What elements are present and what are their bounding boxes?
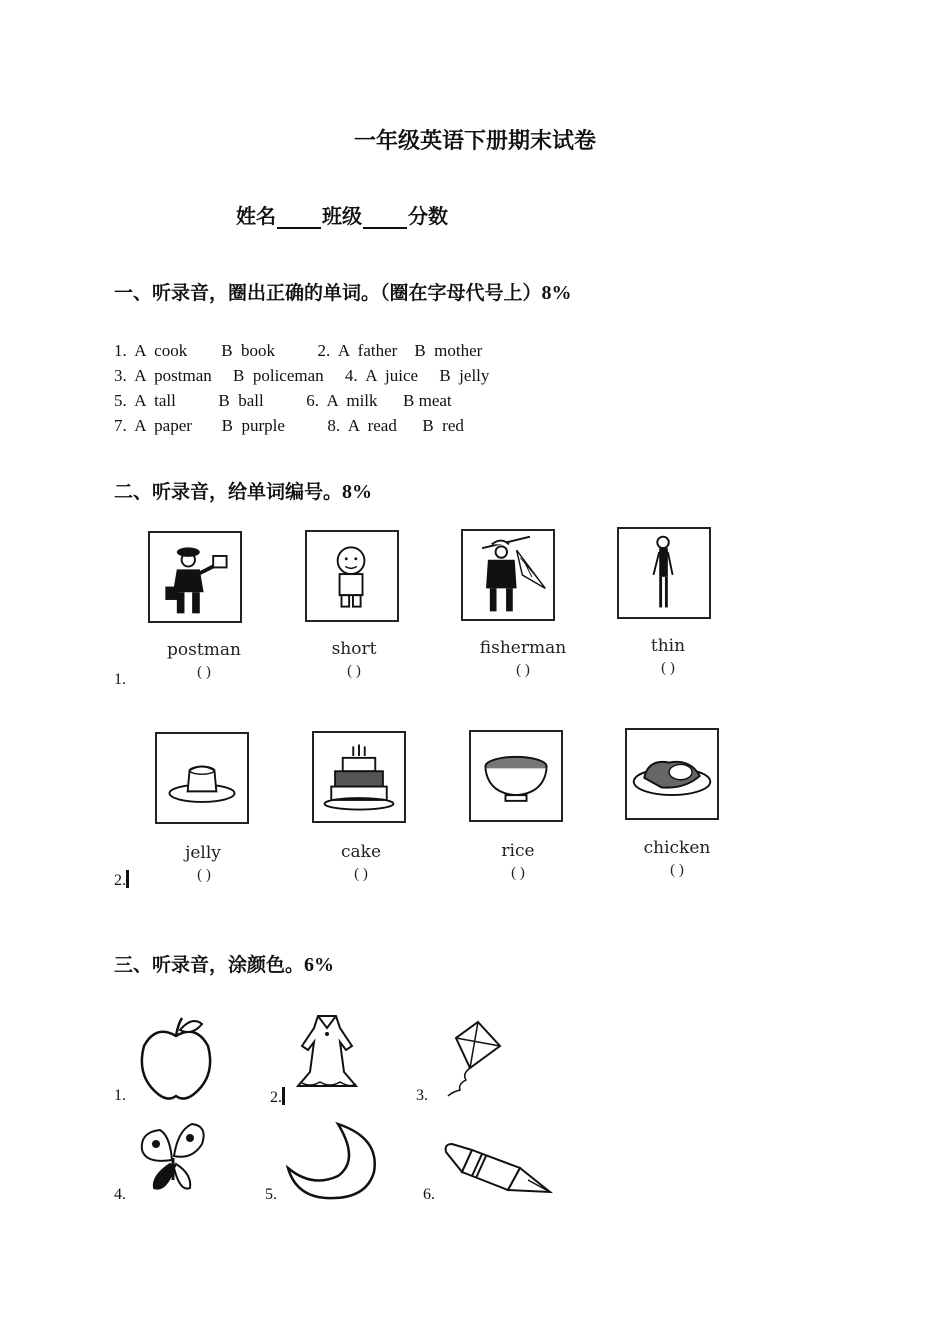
section3-heading-text: 三、听录音，涂颜色。 <box>114 954 305 976</box>
name-label: 姓名 <box>236 204 276 228</box>
short-picture <box>305 530 399 622</box>
word-cake: cake <box>340 842 382 862</box>
word-jelly: jelly <box>185 843 221 863</box>
butterfly-icon <box>136 1120 210 1196</box>
question-line-1: 1. A cook B book 2. A father B mother <box>114 341 483 360</box>
cake-icon <box>314 733 404 821</box>
answer-blank-short[interactable]: ( ) <box>347 663 361 679</box>
answer-blank-chicken[interactable]: ( ) <box>670 862 684 878</box>
thin-man-icon <box>619 529 709 617</box>
moon-icon <box>286 1120 382 1200</box>
word-fisherman: fisherman <box>479 638 567 658</box>
color-item-2-number-text: 2. <box>270 1089 282 1106</box>
answer-blank-jelly[interactable]: ( ) <box>197 867 211 883</box>
name-blank[interactable] <box>277 209 321 229</box>
answer-blank-fisherman[interactable]: ( ) <box>516 662 530 678</box>
question-line-2: 3. A postman B policeman 4. A juice B jelly <box>114 366 490 385</box>
class-blank[interactable] <box>363 209 407 229</box>
row2-number-text: 2. <box>114 872 126 889</box>
section3-heading <box>114 950 334 977</box>
section1-heading <box>114 278 572 305</box>
word-short: short <box>331 639 377 659</box>
apple-icon <box>136 1016 216 1102</box>
text-cursor <box>126 870 129 888</box>
dress-icon <box>290 1012 364 1092</box>
text-cursor-2 <box>282 1087 285 1105</box>
chicken-picture <box>625 728 719 820</box>
kite-picture <box>440 1018 504 1098</box>
jelly-picture <box>155 732 249 824</box>
row2-number <box>114 870 129 890</box>
word-postman: postman <box>167 640 241 660</box>
word-thin: thin <box>650 636 686 656</box>
pen-icon <box>442 1138 554 1202</box>
section1-heading-text: 一、听录音，圈出正确的单词。（圈在字母代号上） <box>114 282 542 304</box>
row1-number: 1. <box>114 671 126 688</box>
moon-picture <box>286 1120 382 1200</box>
short-boy-icon <box>307 532 397 620</box>
answer-blank-thin[interactable]: ( ) <box>661 660 675 676</box>
color-item-5-number: 5. <box>265 1186 277 1203</box>
color-item-2-number <box>270 1087 285 1107</box>
question-line-3: 5. A tall B ball 6. A milk B meat <box>114 391 452 410</box>
color-item-4-number: 4. <box>114 1186 126 1203</box>
apple-picture <box>136 1016 216 1102</box>
class-label: 班级 <box>322 204 362 228</box>
fisherman-picture <box>461 529 555 621</box>
answer-blank-cake[interactable]: ( ) <box>354 866 368 882</box>
answer-blank-rice[interactable]: ( ) <box>511 865 525 881</box>
chicken-dish-icon <box>627 730 717 818</box>
score-label: 分数 <box>408 204 448 228</box>
question-line-4: 7. A paper B purple 8. A read B red <box>114 416 464 435</box>
section2-heading <box>114 477 372 504</box>
section2-percent: 8% <box>342 481 373 503</box>
answer-blank-postman[interactable]: ( ) <box>197 664 211 680</box>
jelly-icon <box>157 734 247 822</box>
rice-bowl-icon <box>471 732 561 820</box>
word-chicken: chicken <box>643 838 711 858</box>
butterfly-picture <box>136 1120 210 1196</box>
fisherman-icon <box>463 531 553 619</box>
section3-percent: 6% <box>304 954 335 976</box>
cake-picture <box>312 731 406 823</box>
dress-picture <box>290 1012 364 1092</box>
pen-picture <box>442 1138 554 1202</box>
color-item-6-number: 6. <box>423 1186 435 1203</box>
rice-picture <box>469 730 563 822</box>
kite-icon <box>440 1018 504 1098</box>
color-item-1-number: 1. <box>114 1087 126 1104</box>
postman-icon <box>150 533 240 621</box>
student-info-line <box>236 200 448 229</box>
page-title: 一年级英语下册期末试卷 <box>353 129 596 154</box>
section2-heading-text: 二、听录音，给单词编号。 <box>114 481 343 503</box>
word-rice: rice <box>501 841 535 861</box>
thin-picture <box>617 527 711 619</box>
postman-picture <box>148 531 242 623</box>
color-item-3-number: 3. <box>416 1087 428 1104</box>
section1-percent: 8% <box>541 282 572 304</box>
